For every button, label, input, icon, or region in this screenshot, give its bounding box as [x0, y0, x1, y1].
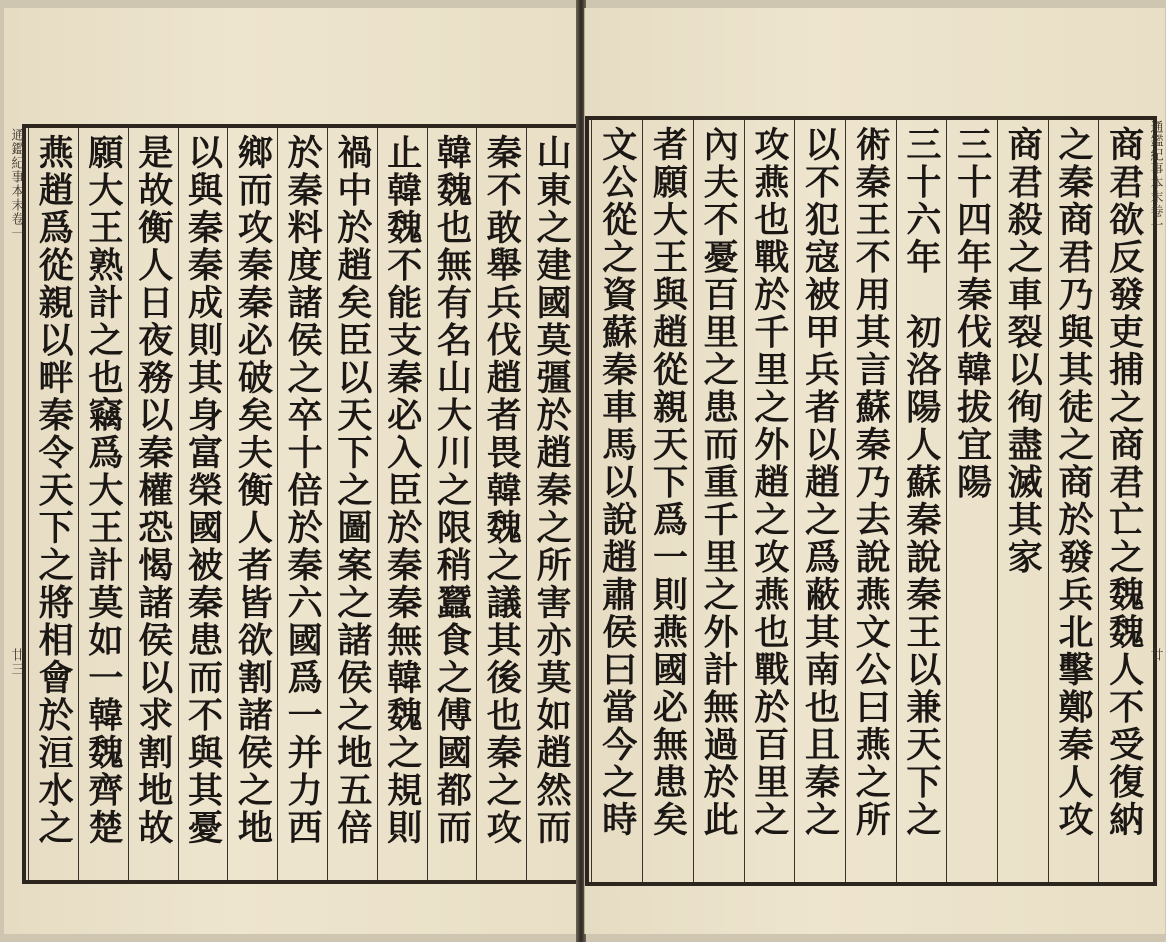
column-text: 術秦王不用其言蘇秦乃去說燕文公曰燕之所 — [850, 126, 892, 839]
column-text: 三十四年秦伐韓拔宜陽 — [951, 126, 993, 501]
column-text: 三十六年 初洛陽人蘇秦說秦王以兼天下之 — [900, 126, 942, 839]
text-column — [227, 128, 277, 880]
text-column — [794, 120, 845, 882]
column-text: 燕趙爲從親以畔秦令天下之將相會於洹水之 — [33, 134, 75, 847]
right-margin-number-text: 廿 — [1147, 648, 1163, 662]
column-text: 攻燕也戰於千里之外趙之攻燕也戰於百里之 — [748, 126, 790, 839]
column-text: 禍中於趙矣臣以天下之圖案之諸侯之地五倍 — [331, 134, 373, 847]
column-text: 以不犯寇被甲兵者以趙之爲蔽其南也且秦之 — [799, 126, 841, 839]
text-column — [476, 128, 526, 880]
text-column — [178, 128, 228, 880]
left-page-columns — [28, 128, 576, 880]
text-column — [591, 120, 642, 882]
text-column — [78, 128, 128, 880]
text-column — [526, 128, 576, 880]
text-column — [1048, 120, 1099, 882]
text-column — [28, 128, 78, 880]
left-margin-number-text: 廿三 — [8, 648, 24, 676]
column-text: 山東之建國莫彊於趙秦之所害亦莫如趙然而 — [531, 134, 573, 847]
left-margin-title-text: 通鑑紀事本末卷一 — [8, 128, 24, 240]
left-page — [4, 8, 579, 934]
column-text: 秦不敢舉兵伐趙者畏韓魏之議其後也秦之攻 — [481, 134, 523, 847]
text-column — [744, 120, 795, 882]
text-column — [896, 120, 947, 882]
text-column — [997, 120, 1048, 882]
text-column — [277, 128, 327, 880]
column-text: 止韓魏不能支秦必入臣於秦秦無韓魏之規則 — [381, 134, 423, 847]
right-margin-title — [1147, 120, 1163, 520]
text-column — [642, 120, 693, 882]
column-text: 文公從之資蘇秦車馬以說趙肅侯曰當今之時 — [596, 126, 638, 839]
column-text: 於秦料度諸侯之卒十倍於秦六國爲一并力西 — [282, 134, 324, 847]
text-column — [327, 128, 377, 880]
text-column — [693, 120, 744, 882]
text-column — [946, 120, 997, 882]
column-text: 鄉而攻秦秦必破矣夫衡人者皆欲割諸侯之地 — [232, 134, 274, 847]
column-text: 之秦商君乃與其徒之商於發兵北擊鄭秦人攻 — [1052, 126, 1094, 839]
left-margin-title — [8, 128, 24, 528]
column-text: 商君殺之車裂以徇盡滅其家 — [1002, 126, 1044, 576]
right-margin-number — [1147, 648, 1163, 728]
right-page-columns — [591, 120, 1149, 882]
text-column — [427, 128, 477, 880]
column-text: 是故衡人日夜務以秦權恐愒諸侯以求割地故 — [132, 134, 174, 847]
right-page — [584, 8, 1165, 934]
column-text: 者願大王與趙從親天下爲一則燕國必無患矣 — [647, 126, 689, 839]
text-column — [377, 128, 427, 880]
text-column — [1098, 120, 1149, 882]
column-text: 內夫不憂百里之患而重千里之外計無過於此 — [698, 126, 740, 839]
column-text: 以與秦秦成則其身富榮國被秦患而不與其憂 — [182, 134, 224, 847]
column-text: 商君欲反發吏捕之商君亡之魏魏人不受復納 — [1103, 126, 1145, 839]
text-column — [128, 128, 178, 880]
right-margin-title-text: 通鑑紀事本末卷一 — [1147, 120, 1163, 232]
left-margin-number — [8, 648, 24, 728]
column-text: 願大王熟計之也竊爲大王計莫如一韓魏齊楚 — [82, 134, 124, 847]
column-text: 韓魏也無有名山大川之限稍蠶食之傅國都而 — [431, 134, 473, 847]
text-column — [845, 120, 896, 882]
